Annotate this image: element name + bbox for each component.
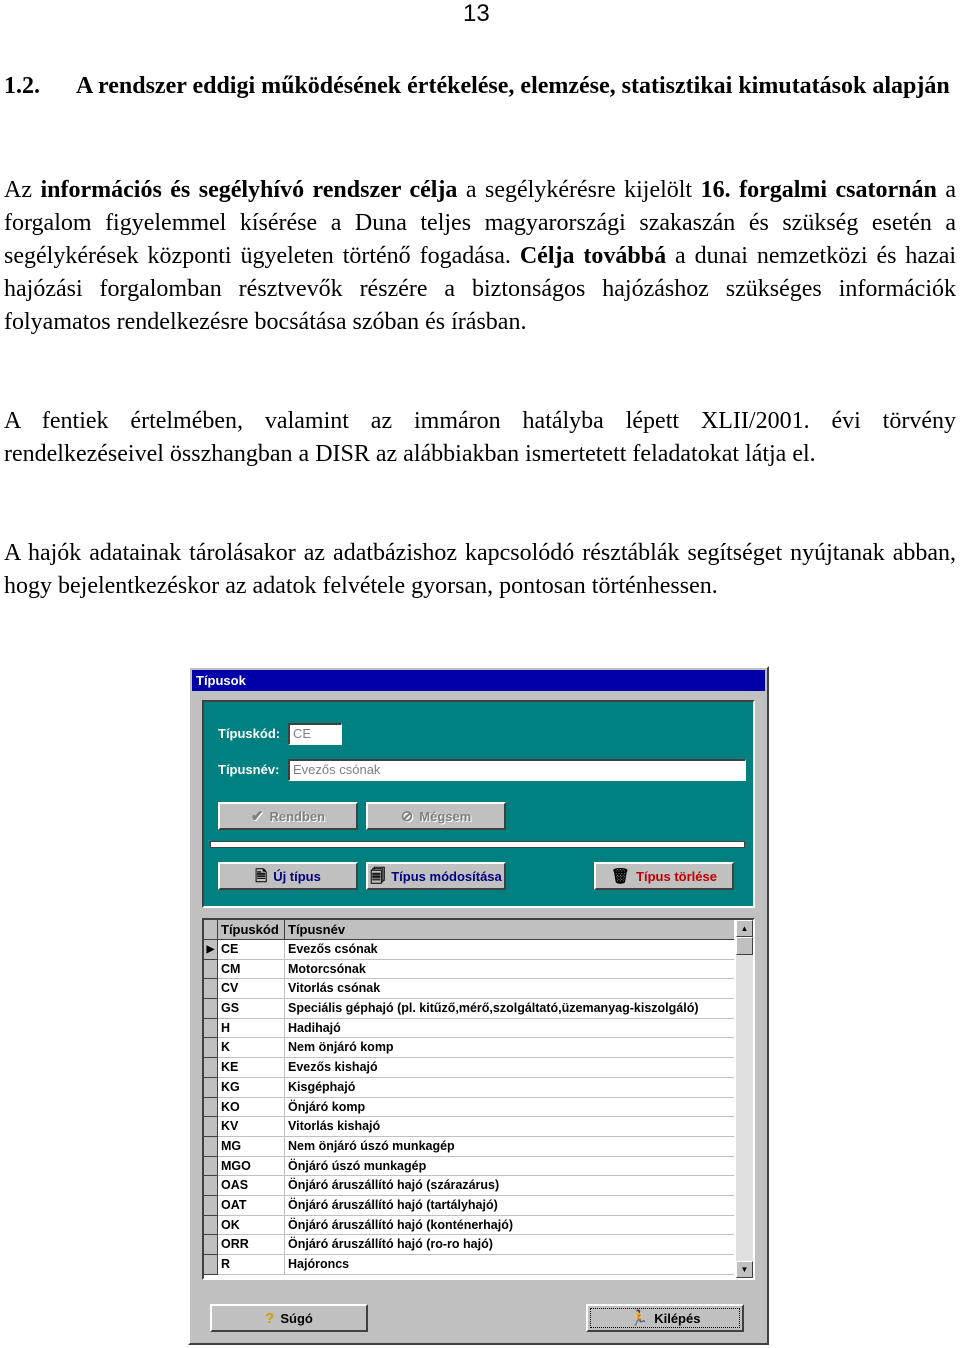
cell-type-code[interactable]: ORR (218, 1235, 285, 1255)
cell-type-code[interactable]: CE (218, 940, 285, 960)
column-header-code[interactable]: Típuskód (218, 920, 285, 940)
row-indicator (204, 1196, 218, 1216)
cell-type-name[interactable]: Motorcsónak (285, 960, 734, 980)
cell-type-code[interactable]: KG (218, 1078, 285, 1098)
type-name-input[interactable]: Evezős csónak (288, 759, 746, 781)
row-indicator (204, 1176, 218, 1196)
row-indicator (204, 1235, 218, 1255)
new-record-icon: 🗎 (255, 867, 268, 885)
scroll-up-icon[interactable]: ▲ (736, 920, 753, 937)
cell-type-name[interactable]: Hadihajó (285, 1019, 734, 1039)
cell-type-name[interactable]: Önjáró úszó munkagép (285, 1157, 734, 1177)
table-row[interactable] (204, 1235, 734, 1255)
scroll-down-icon[interactable]: ▼ (736, 1261, 753, 1278)
cell-type-code[interactable]: OAT (218, 1196, 285, 1216)
type-name-label: Típusnév: (218, 762, 280, 777)
paragraph-2: A fentiek értelmében, valamint az immáron hatályba lépett XLII/2001. évi törvény rendelkezéseivel összhangban a DISR az alábbiakban ismertetett feladatokat látja el. (4, 408, 956, 467)
cell-type-name[interactable]: Evezős kishajó (285, 1058, 734, 1078)
cell-type-name[interactable]: Önjáró áruszállító hajó (tartályhajó) (285, 1196, 734, 1216)
separator-bar (210, 841, 745, 848)
table-row[interactable] (204, 940, 734, 960)
cell-type-code[interactable]: OAS (218, 1176, 285, 1196)
help-button[interactable] (210, 1304, 368, 1332)
cell-type-name[interactable]: Nem önjáró komp (285, 1038, 734, 1058)
text-run: Az (4, 177, 41, 203)
row-indicator (204, 1019, 218, 1039)
row-indicator (204, 1137, 218, 1157)
cancel-button-label: Mégsem (419, 808, 472, 824)
cell-type-code[interactable]: KE (218, 1058, 285, 1078)
text-run: a dunai nemzetközi és hazai hajózási forgalomban résztvevők részére a biztonságos hajózáshoz szükséges információk folyamatos rendelkezésre bocsátása szóban és írásban. (4, 243, 957, 335)
row-indicator (204, 1157, 218, 1177)
text-run: a forgalom figyelemmel kísérése a Duna teljes magyarországi szakaszán és szükség esetén a segélykérések központi ügyeleten történő fogadása. (4, 177, 956, 269)
page-number: 13 (463, 0, 490, 27)
table-row[interactable] (204, 1078, 734, 1098)
modify-type-button[interactable] (366, 862, 506, 890)
types-table (202, 918, 755, 1280)
cell-type-name[interactable]: Hajóroncs (285, 1255, 734, 1275)
table-row[interactable] (204, 960, 734, 980)
dialog-titlebar[interactable]: Típusok (192, 670, 765, 691)
cancel-icon: ⊘ (400, 807, 414, 825)
row-indicator (204, 1216, 218, 1236)
column-header-name[interactable]: Típusnév (285, 920, 734, 940)
cell-type-name[interactable]: Önjáró komp (285, 1098, 734, 1118)
cell-type-name[interactable]: Speciális géphajó (pl. kitűző,mérő,szolgáltató,üzemanyag-kiszolgáló) (285, 999, 734, 1019)
exit-button-label: Kilépés (654, 1310, 701, 1326)
delete-type-button[interactable] (594, 862, 734, 890)
cell-type-name[interactable]: Önjáró áruszállító hajó (ro-ro hajó) (285, 1235, 734, 1255)
new-type-label: Új típus (273, 868, 321, 884)
exit-icon: 🏃 (629, 1309, 649, 1327)
table-row[interactable] (204, 1137, 734, 1157)
row-indicator (204, 979, 218, 999)
row-indicator (204, 1098, 218, 1118)
cell-type-code[interactable]: GS (218, 999, 285, 1019)
table-row[interactable] (204, 979, 734, 999)
edit-panel (202, 700, 755, 908)
scroll-thumb[interactable] (736, 937, 753, 955)
cell-type-name[interactable]: Nem önjáró úszó munkagép (285, 1137, 734, 1157)
new-type-button[interactable] (218, 862, 358, 890)
cell-type-code[interactable]: OK (218, 1216, 285, 1236)
cell-type-name[interactable]: Kisgéphajó (285, 1078, 734, 1098)
bold-run: Célja továbbá (519, 243, 667, 269)
bold-run: 16. forgalmi csatornán (700, 177, 937, 203)
cell-type-code[interactable]: K (218, 1038, 285, 1058)
table-row[interactable] (204, 1176, 734, 1196)
table-row[interactable] (204, 1117, 734, 1137)
table-row[interactable] (204, 1216, 734, 1236)
delete-type-label: Típus törlése (636, 868, 717, 884)
types-dialog (188, 666, 769, 1345)
table-header (204, 920, 734, 940)
row-indicator (204, 1038, 218, 1058)
ok-button[interactable] (218, 802, 358, 830)
table-row[interactable] (204, 1098, 734, 1118)
table-row[interactable] (204, 1038, 734, 1058)
table-row[interactable] (204, 1058, 734, 1078)
cell-type-code[interactable]: KV (218, 1117, 285, 1137)
section-heading (4, 70, 956, 103)
row-indicator (204, 1255, 218, 1275)
cell-type-code[interactable]: H (218, 1019, 285, 1039)
current-row-indicator-icon: ▶ (204, 940, 218, 960)
cell-type-code[interactable]: CM (218, 960, 285, 980)
type-code-input[interactable]: CE (288, 723, 342, 745)
cell-type-code[interactable]: R (218, 1255, 285, 1275)
table-row[interactable] (204, 999, 734, 1019)
table-row[interactable] (204, 1019, 734, 1039)
paragraph-3: A hajók adatainak tárolásakor az adatbázishoz kapcsolódó résztáblák segítséget nyújtanak abban, hogy bejelentkezéskor az adatok felvétele gyorsan, pontosan történhessen. (4, 540, 956, 599)
help-button-label: Súgó (280, 1310, 313, 1326)
vertical-scrollbar[interactable] (736, 920, 753, 1278)
cell-type-name[interactable]: Vitorlás kishajó (285, 1117, 734, 1137)
modify-type-label: Típus módosítása (391, 868, 502, 884)
cell-type-name[interactable]: Önjáró áruszállító hajó (szárazárus) (285, 1176, 734, 1196)
indicator-header (204, 920, 218, 940)
section-title: A rendszer eddigi működésének értékelése, elemzése, statisztikai kimutatások alapján (76, 73, 950, 99)
paragraph-1 (4, 174, 956, 339)
cell-type-name[interactable]: Önjáró áruszállító hajó (konténerhajó) (285, 1216, 734, 1236)
cell-type-code[interactable]: CV (218, 979, 285, 999)
help-icon: ? (265, 1309, 275, 1327)
trash-icon: 🗑 (611, 867, 631, 885)
cell-type-code[interactable]: KO (218, 1098, 285, 1118)
cancel-button[interactable] (366, 802, 506, 830)
cell-type-code[interactable]: MG (218, 1137, 285, 1157)
exit-button[interactable] (586, 1304, 744, 1332)
cell-type-code[interactable]: MGO (218, 1157, 285, 1177)
ok-button-label: Rendben (269, 808, 326, 824)
bold-run: információs és segélyhívó rendszer célja (40, 177, 458, 203)
table-row[interactable] (204, 1157, 734, 1177)
section-number: 1.2. (4, 73, 40, 99)
table-body (204, 940, 734, 1275)
row-indicator (204, 1078, 218, 1098)
row-indicator (204, 999, 218, 1019)
row-indicator (204, 1058, 218, 1078)
row-indicator (204, 960, 218, 980)
edit-record-icon: 🗐 (370, 867, 386, 885)
cell-type-name[interactable]: Vitorlás csónak (285, 979, 734, 999)
type-code-label: Típuskód: (218, 726, 281, 741)
row-indicator (204, 1117, 218, 1137)
table-row[interactable] (204, 1196, 734, 1216)
table-row[interactable] (204, 1255, 734, 1275)
checkmark-icon: ✔ (250, 807, 264, 825)
cell-type-name[interactable]: Evezős csónak (285, 940, 734, 960)
text-run: a segélykérésre kijelölt (457, 177, 701, 203)
